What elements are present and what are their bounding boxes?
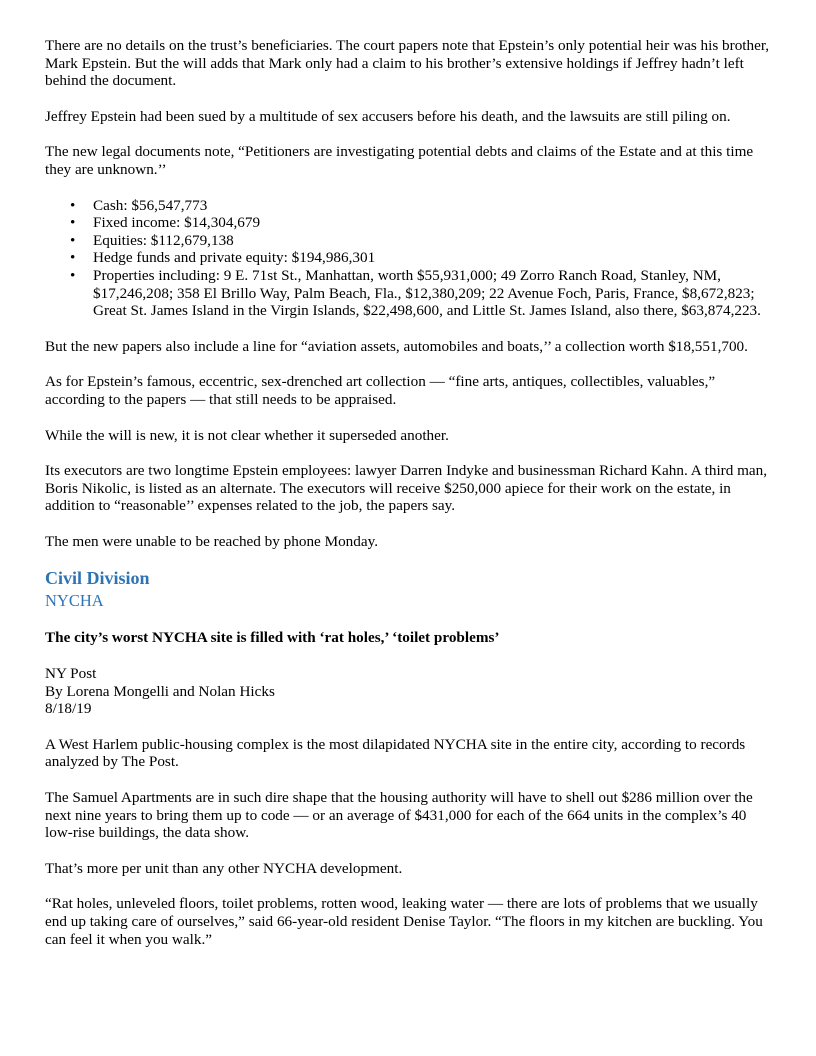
paragraph-unreachable: The men were unable to be reached by phone Monday. (45, 532, 379, 550)
asset-cash: Cash: $56,547,773 (93, 196, 208, 214)
bullet-icon: • (70, 196, 76, 214)
paragraph-will-new: While the will is new, it is not clear whether it superseded another. (45, 426, 449, 444)
section-heading: Civil Division (45, 568, 150, 589)
article-paragraph: “Rat holes, unleveled floors, toilet problems, rotten wood, leaking water — there are lots of problems that we usually end up taking care of ourselves,” said 66-year-old resident Denise Taylor. “The floors in my kitchen are buckling. You can feel it when you walk.” (45, 895, 763, 948)
article-paragraph: The Samuel Apartments are in such dire shape that the housing authority will have to shell out $286 million over the next nine years to bring them up to code — or an average of $431,000 for each of the 664 units in the complex’s 40 low-rise buildings, the data show. (45, 789, 753, 842)
list-item (45, 267, 771, 320)
paragraph-legal-documents: The new legal documents note, “Petitioners are investigating potential debts and claims of the Estate and at this time they are unknown.’’ (45, 143, 754, 178)
list-item (45, 232, 771, 250)
article-paragraph: That’s more per unit than any other NYCHA development. (45, 859, 403, 877)
list-item (45, 197, 771, 215)
asset-properties: Properties including: 9 E. 71st St., Manhattan, worth $55,931,000; 49 Zorro Ranch Road, Stanley, NM, $17,246,208; 358 El Brillo Way, Palm Beach, Fla., $12,380,209; 22 Avenue Foch, Paris, France, $8,672,823; Great St. James Island in the Virgin Islands, $22,498,600, and Little St. James Island, also there, $63,874,223. (93, 266, 761, 320)
asset-fixed-income: Fixed income: $14,304,679 (93, 214, 261, 232)
bullet-icon: • (70, 249, 76, 267)
paragraph-lawsuits: Jeffrey Epstein had been sued by a multitude of sex accusers before his death, and the lawsuits are still piling on. (45, 107, 731, 125)
asset-hedge-funds: Hedge funds and private equity: $194,986,301 (93, 249, 376, 267)
article-date: 8/18/19 (45, 700, 92, 718)
bullet-icon: • (70, 214, 76, 232)
article-byline: By Lorena Mongelli and Nolan Hicks (45, 682, 275, 700)
asset-equities: Equities: $112,679,138 (93, 231, 234, 249)
article-title: The city’s worst NYCHA site is filled with ‘rat holes,’ ‘toilet problems’ (45, 629, 500, 647)
paragraph-trust-beneficiaries: There are no details on the trust’s beneficiaries. The court papers note that Epstein’s only potential heir was his brother, Mark Epstein. But the will adds that Mark only had a claim to his brother’s extensive holdings if Jeffrey hadn’t left behind the document. (45, 37, 770, 90)
paragraph-art-collection: As for Epstein’s famous, eccentric, sex-drenched art collection — “fine arts, antiques, collectibles, valuables,” according to the papers — that still needs to be appraised. (45, 373, 716, 408)
bullet-icon: • (70, 231, 76, 249)
article-meta (45, 665, 771, 718)
bullet-icon: • (70, 266, 76, 284)
assets-list (45, 197, 771, 320)
list-item (45, 214, 771, 232)
paragraph-executors: Its executors are two longtime Epstein employees: lawyer Darren Indyke and businessman Richard Kahn. A third man, Boris Nikolic, is listed as an alternate. The executors will receive $250,000 apiece for their work on the estate, in addition to “reasonable’’ expenses related to the job, the papers say. (45, 462, 768, 515)
section-subheading: NYCHA (45, 591, 104, 611)
article-source: NY Post (45, 665, 97, 683)
paragraph-aviation-assets: But the new papers also include a line for “aviation assets, automobiles and boats,’’ a collection worth $18,551,700. (45, 337, 748, 355)
list-item (45, 249, 771, 267)
article-paragraph: A West Harlem public-housing complex is the most dilapidated NYCHA site in the entire city, according to records analyzed by The Post. (45, 735, 746, 771)
